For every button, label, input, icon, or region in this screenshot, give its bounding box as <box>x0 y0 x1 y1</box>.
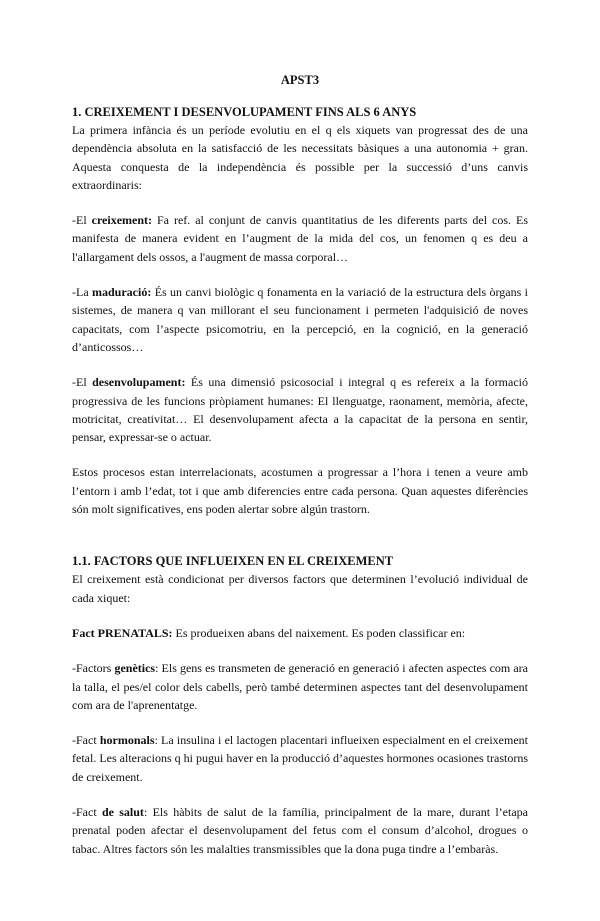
document-page <box>0 73 600 921</box>
term-desenvolupament: desenvolupament: <box>92 375 186 390</box>
paragraph-genetics: -Factors genètics: Els gens es transmeten de generació en generació i afecten aspectes com ara la talla, el pes/el color dels cabells, però també determinen aspectes tant del desenvolupament com ara de l'aprenentatge. <box>72 661 528 712</box>
paragraph-salut: -Fact de salut: Els hàbits de salut de la família, principalment de la mare, durant l’etapa prenatal poden afectar el desenvolupament del fetus com el consum d’alcohol, drogues o tabac. Altres factors són les malalties transmissibles que la dona puga tindre a l’embaràs. <box>72 805 528 856</box>
term-prenatals: Fact PRENATALS: <box>72 625 173 640</box>
paragraph-creixement: -El creixement: Fa ref. al conjunt de canvis quantitatius de les diferents parts del cos. Es manifesta de manera evident en l’augment de la mida del cos, un fenomen q es deu a l'allargament dels ossos, a l'augment de massa corporal… <box>72 213 528 264</box>
term-genetics: genètics <box>114 661 156 676</box>
section-1-intro: La primera infància és un període evolutiu en el q els xiquets van progressat des de una dependència absoluta en la satisfacció de les necessitats bàsiques a una autonomia + gran. Aquesta conquesta de la independència és possible per la successió d’uns canvis extraordinaris: <box>72 123 528 192</box>
paragraph-desenvolupament: -El desenvolupament: És una dimensió psicosocial i integral q es refereix a la formació progressiva de les funcions pròpiament humanes: El llenguatge, raonament, memòria, afecte, motricitat, creativitat… El desenvolupament afecta a la capacitat de la persona en sentir, pensar, expressar-se o actuar. <box>72 375 528 445</box>
paragraph-hormonals: -Fact hormonals: La insulina i el lactogen placentari influeixen especialment en el creixement fetal. Les alteracions q hi pugui haver en la producció d’aquestes hormones ocasiones trastorns de creixement. <box>72 733 529 784</box>
section-1-heading: 1. CREIXEMENT I DESENVOLUPAMENT FINS ALS 6 ANYS <box>72 105 417 119</box>
term-maduracio: maduració: <box>92 285 152 300</box>
term-hormonals: hormonals <box>99 733 155 748</box>
paragraph-maduracio: -La maduració: És un canvi biològic q fonamenta en la variació de la estructura dels òrgans i sistemes, de manera q van millorant el seu funcionament i permeten l'adquisició de noves capacitats, com l’aspecte psicomotriu, en la percepció, en la cognició, en la generació d’anticossos… <box>72 285 528 354</box>
paragraph-closing: Estos procesos estan interrelacionats, acostumen a progressar a l’hora i tenen a veure amb l’entorn i amb l’edat, tot i que amb diferencies entre cada persona. Quan aquestes diferències són molt significatives, ens poden alertar sobre algún trastorn. <box>72 465 528 517</box>
term-salut: de salut <box>101 805 144 820</box>
paragraph-prenatals: Fact PRENATALS: Es produeixen abans del naixement. Es poden classificar en: <box>72 625 466 640</box>
section-1-1-heading: 1.1. FACTORS QUE INFLUEIXEN EN EL CREIXEMENT <box>72 554 394 569</box>
document-title: APST3 <box>280 73 320 87</box>
section-1-1-intro: El creixement està condicionat per diversos factors que determinen l’evolució individual de cada xiquet: <box>72 572 528 605</box>
term-creixement: creixement: <box>91 213 153 228</box>
